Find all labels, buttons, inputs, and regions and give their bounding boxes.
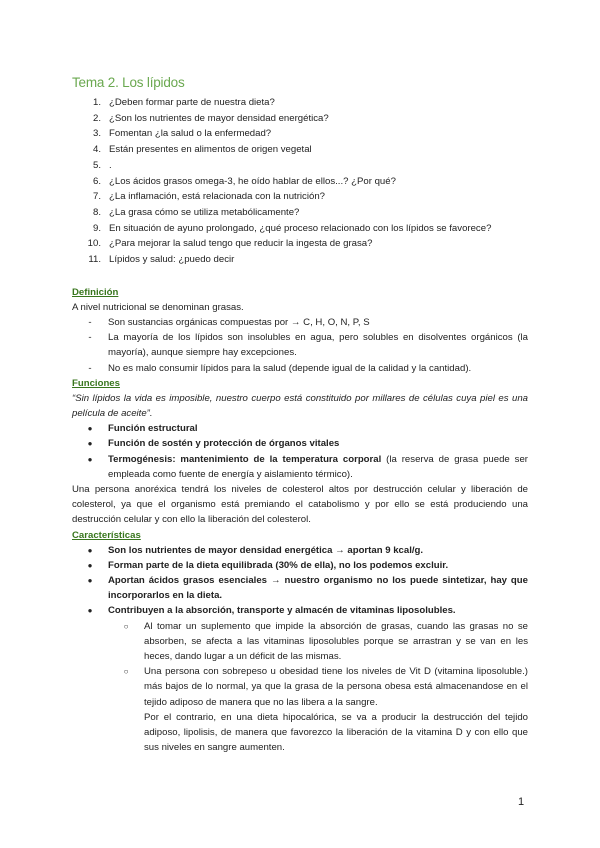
bullet-marker: ● [87, 560, 93, 570]
list-item [72, 361, 528, 376]
list-text: En situación de ayuno prolongado, ¿qué proceso relacionado con los lípidos se favorece? [109, 222, 492, 234]
plain-text: (la reserva de grasa puede ser empleada como fuente de energía y aislamiento térmico). [108, 453, 528, 480]
page-title: Tema 2. Los lípidos [72, 75, 185, 90]
list-text [108, 421, 528, 436]
bold-text: Función estructural [108, 423, 198, 435]
definicion-intro: A nivel nutricional se denominan grasas. [72, 301, 244, 313]
list-number: 6. [92, 175, 101, 187]
list-item [72, 158, 528, 174]
list-number: 1. [92, 97, 101, 108]
list-item [72, 330, 528, 360]
bold-text: Forman parte de la dieta equilibrada (30% de ella), no los podemos excluir. [108, 559, 449, 571]
bullet-marker: ● [87, 439, 93, 449]
dash-marker: - [88, 362, 92, 374]
funciones-heading: Funciones [72, 377, 120, 389]
list-text: Una persona con sobrepeso u obesidad tiene los niveles de Vit D (vitamina liposoluble.) más bajos de lo normal, ya que la grasa de la persona obesa está almacenandose en el tejido adiposo de manera que no las libera a la sangre. [144, 666, 528, 708]
list-item [72, 189, 528, 205]
list-item [72, 421, 528, 436]
list-number: 7. [92, 191, 101, 203]
page-number: 1 [518, 796, 525, 808]
list-number: 2. [92, 112, 101, 124]
list-text: ¿Los ácidos grasos omega-3, he oído hablar de ellos...? ¿Por qué? [109, 175, 396, 187]
list-text [108, 573, 528, 603]
list-number: 9. [92, 222, 101, 234]
list-item [72, 452, 528, 482]
quote-text: “Sin lípidos la vida es imposible, nuestro cuerpo está constituido por millares de células cuya piel es una película de aceite”. [72, 392, 528, 419]
list-number: 4. [92, 144, 101, 156]
page-content [72, 74, 528, 755]
caracteristicas-subparagraph: Por el contrario, en una dieta hipocalórica, se va a producir la destrucción del tejido adiposo, lipolisis, de manera que favorezco la liberación de la vitamina D y con ello que sus niveles en sangre aumenten. [144, 711, 528, 754]
list-number: 5. [92, 159, 101, 171]
bold-text: Función de sostén y protección de órganos vitales [108, 438, 340, 450]
list-text: No es malo consumir lípidos para la salud (depende igual de la calidad y la cantidad). [108, 362, 472, 374]
bullet-marker: ● [87, 545, 93, 555]
list-number: 8. [92, 206, 101, 218]
list-text: Son sustancias orgánicas compuestas por → C, H, O, N, P, S [108, 316, 370, 328]
list-text: La mayoría de los lípidos son insolubles en agua, pero solubles en disolventes orgánicos (la mayoría), aunque siempre hay excepciones. [108, 332, 528, 359]
list-text: ¿La grasa cómo se utiliza metabólicamente? [109, 206, 300, 218]
circle-marker: ○ [123, 667, 129, 677]
list-text [108, 558, 528, 573]
funciones-quote [72, 391, 528, 421]
list-item [72, 252, 528, 268]
list-item [72, 174, 528, 190]
list-number: 11. [88, 254, 101, 266]
list-item [72, 573, 528, 603]
bold-text: Termogénesis: mantenimiento de la temperatura corporal [108, 453, 382, 465]
list-text: ¿Deben formar parte de nuestra dieta? [109, 97, 275, 108]
dash-marker: - [88, 332, 92, 344]
list-text: Fomentan ¿la salud o la enfermedad? [109, 128, 272, 140]
list-item [72, 436, 528, 451]
list-text [108, 452, 528, 482]
dash-marker: - [88, 316, 92, 328]
list-item [72, 221, 528, 237]
list-text: Lípidos y salud: ¿puedo decir [109, 254, 235, 266]
list-item [108, 664, 528, 710]
bold-text: Aportan ácidos grasos esenciales → nuestro organismo no los puede sintetizar, hay que incorporarlos en la dieta. [108, 574, 528, 602]
list-number: 3. [92, 128, 101, 140]
list-text: ¿La inflamación, está relacionada con la nutrición? [109, 191, 325, 203]
definicion-heading: Definición [72, 286, 119, 298]
list-item [72, 205, 528, 221]
list-item [72, 543, 528, 558]
list-text: . [109, 159, 112, 171]
list-item [72, 142, 528, 158]
circle-marker: ○ [123, 621, 129, 631]
bullet-marker: ● [87, 424, 93, 434]
list-text: ¿Para mejorar la salud tengo que reducir la ingesta de grasa? [109, 238, 373, 250]
list-item [72, 111, 528, 127]
list-text [108, 436, 528, 451]
bullet-marker: ● [87, 575, 93, 585]
bold-text: Contribuyen a la absorción, transporte y almacén de vitaminas liposolubles. [108, 605, 456, 617]
bullet-marker: ● [87, 454, 93, 464]
list-text: Al tomar un suplemento que impide la absorción de grasas, cuando las grasas no se absorben, se afecta a las vitaminas liposolubles porque se arrastran y se van en les heces, dando lugar a un déficit de las mismas. [144, 620, 528, 662]
funciones-paragraph: Una persona anoréxica tendrá los niveles de colesterol altos por destrucción celular y liberación de colesterol, ya que el organismo está premiando el catabolismo y por ello se está produciendo una destrucción celular y con ello la liberación del colesterol. [72, 483, 528, 526]
list-text [108, 603, 528, 618]
list-item [72, 95, 528, 111]
list-item [72, 603, 528, 618]
question-list [72, 95, 528, 268]
list-text [108, 543, 528, 558]
list-item [72, 126, 528, 142]
list-item [108, 619, 528, 665]
bullet-marker: ● [87, 606, 93, 616]
list-text: Están presentes en alimentos de origen vegetal [109, 144, 312, 156]
list-number: 10. [87, 238, 101, 250]
list-text: ¿Son los nutrientes de mayor densidad energética? [109, 112, 329, 124]
caracteristicas-heading: Características [72, 529, 141, 541]
list-item [72, 236, 528, 252]
list-item [72, 558, 528, 573]
list-item [72, 315, 528, 330]
bold-text: Son los nutrientes de mayor densidad energética → aportan 9 kcal/g. [108, 544, 424, 556]
